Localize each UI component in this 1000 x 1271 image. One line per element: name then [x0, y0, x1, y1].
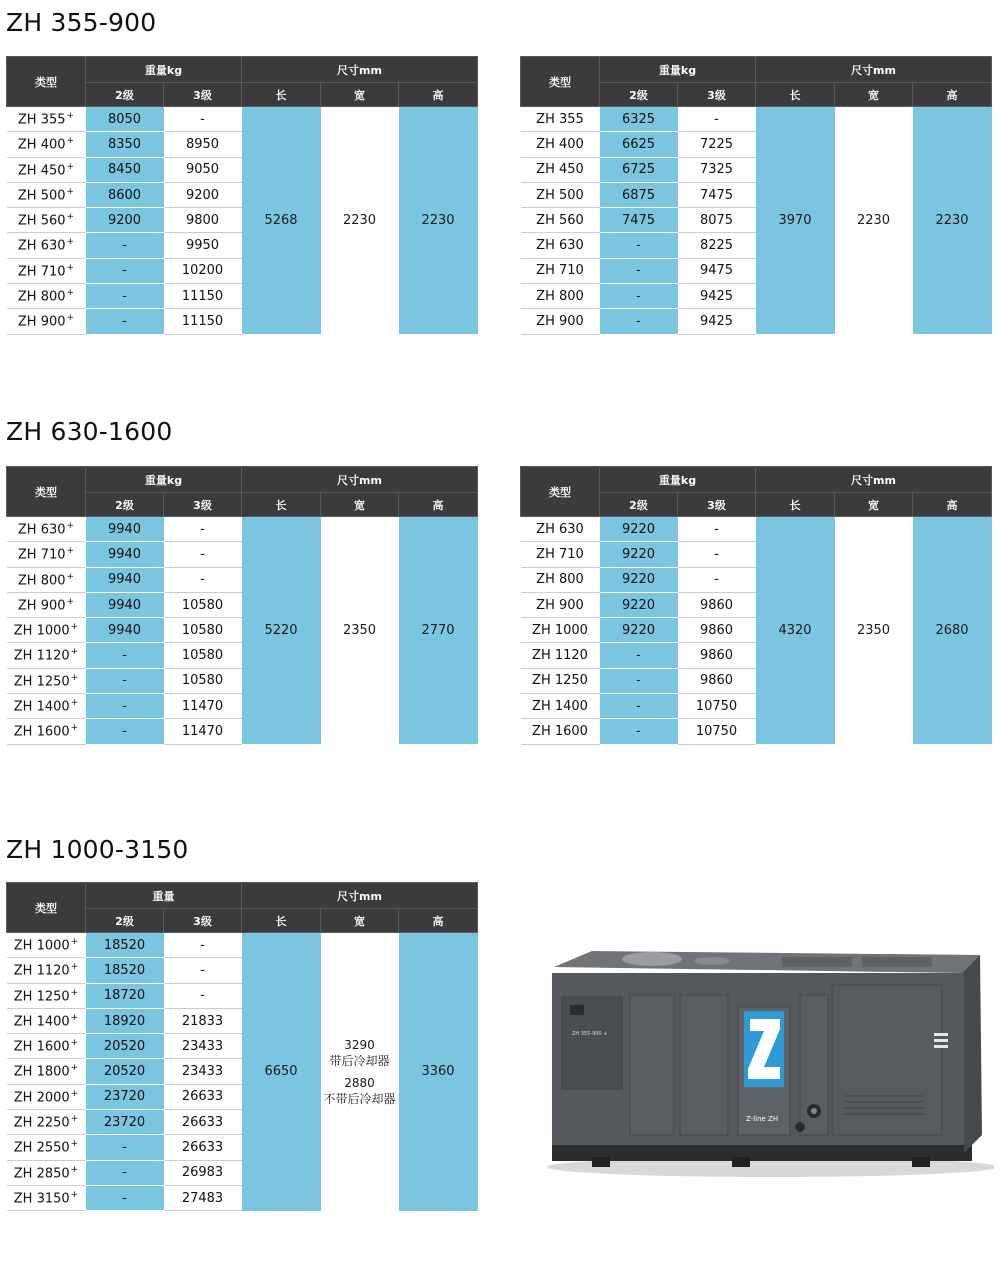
- model-cell: ZH 400+: [7, 132, 86, 157]
- weight-stage2-cell: 9940: [86, 592, 164, 617]
- model-cell: ZH 800+: [7, 284, 86, 309]
- width-cell: 2230: [835, 107, 913, 335]
- header-width: 宽: [321, 493, 399, 517]
- plus-mark: +: [70, 1189, 79, 1200]
- weight-stage2-cell: 20520: [86, 1034, 164, 1059]
- weight-stage3-cell: 9950: [164, 233, 242, 258]
- model-cell: ZH 900: [521, 309, 600, 334]
- model-cell: ZH 400: [521, 132, 600, 157]
- weight-stage2-cell: 18720: [86, 983, 164, 1008]
- model-cell: ZH 710: [521, 258, 600, 283]
- length-cell: 5220: [242, 517, 321, 745]
- height-cell: 3360: [399, 933, 478, 1211]
- weight-stage2-cell: 7475: [600, 208, 678, 233]
- weight-stage3-cell: -: [164, 542, 242, 567]
- plus-mark: +: [66, 136, 75, 147]
- height-cell: 2230: [399, 107, 478, 335]
- header-length: 长: [242, 83, 321, 107]
- table-row: [7, 933, 478, 958]
- header-size: 尺寸mm: [242, 467, 478, 493]
- header-model: 类型: [521, 467, 600, 517]
- plus-mark: +: [66, 212, 75, 223]
- header-weight: 重量kg: [600, 467, 756, 493]
- with-cooler-label: 带后冷却器: [329, 1053, 390, 1068]
- header-stage3: 3级: [678, 493, 756, 517]
- weight-stage2-cell: 8350: [86, 132, 164, 157]
- model-cell: ZH 355: [521, 107, 600, 132]
- header-stage2: 2级: [600, 83, 678, 107]
- weight-stage2-cell: -: [86, 258, 164, 283]
- weight-stage3-cell: 9475: [678, 258, 756, 283]
- weight-stage3-cell: -: [164, 933, 242, 958]
- length-cell: 5268: [242, 107, 321, 335]
- spec-table-zh-630-1600-a: [6, 466, 478, 745]
- weight-stage2-cell: 9220: [600, 592, 678, 617]
- width-cell: 2350: [321, 517, 399, 745]
- model-cell: ZH 500+: [7, 182, 86, 207]
- height-cell: 2770: [399, 517, 478, 745]
- weight-stage3-cell: 9860: [678, 643, 756, 668]
- compressor-product-image: [532, 945, 994, 1180]
- weight-stage3-cell: -: [164, 958, 242, 983]
- length-cell: 3970: [756, 107, 835, 335]
- model-cell: ZH 630+: [7, 517, 86, 542]
- weight-stage3-cell: 26633: [164, 1084, 242, 1109]
- header-stage3: 3级: [164, 909, 242, 933]
- height-cell: 2230: [913, 107, 992, 335]
- weight-stage3-cell: 10200: [164, 258, 242, 283]
- model-cell: ZH 450: [521, 157, 600, 182]
- weight-stage3-cell: 11470: [164, 719, 242, 744]
- length-cell: 4320: [756, 517, 835, 745]
- header-weight: 重量kg: [600, 57, 756, 83]
- plus-mark: +: [70, 1088, 79, 1099]
- plus-mark: +: [66, 571, 75, 582]
- section-title-zh-355-900: ZH 355-900: [6, 8, 157, 37]
- panel-label: ZH 355-900 +: [572, 1031, 608, 1037]
- model-cell: ZH 1400+: [7, 694, 86, 719]
- header-model: 类型: [7, 467, 86, 517]
- model-cell: ZH 1000: [521, 618, 600, 643]
- header-stage2: 2级: [86, 493, 164, 517]
- model-cell: ZH 2250+: [7, 1110, 86, 1135]
- weight-stage2-cell: -: [600, 258, 678, 283]
- model-cell: ZH 500: [521, 182, 600, 207]
- weight-stage3-cell: -: [678, 107, 756, 132]
- header-size: 尺寸mm: [756, 467, 992, 493]
- weight-stage3-cell: -: [164, 517, 242, 542]
- length-cell: 6650: [242, 933, 321, 1211]
- model-cell: ZH 560: [521, 208, 600, 233]
- weight-stage3-cell: 9860: [678, 618, 756, 643]
- model-cell: ZH 1000+: [7, 933, 86, 958]
- model-cell: ZH 1120: [521, 643, 600, 668]
- plus-mark: +: [66, 596, 75, 607]
- spec-table-zh-355-900-a: [6, 56, 478, 335]
- plus-mark: +: [70, 987, 79, 998]
- header-weight: 重量kg: [86, 57, 242, 83]
- weight-stage3-cell: -: [164, 107, 242, 132]
- weight-stage2-cell: -: [86, 309, 164, 334]
- header-stage2: 2级: [86, 83, 164, 107]
- plus-mark: +: [70, 622, 79, 633]
- plus-mark: +: [66, 110, 75, 121]
- weight-stage2-cell: 6325: [600, 107, 678, 132]
- model-cell: ZH 3150+: [7, 1185, 86, 1210]
- header-weight: 重量: [86, 883, 242, 909]
- model-cell: ZH 900+: [7, 592, 86, 617]
- header-stage2: 2级: [600, 493, 678, 517]
- weight-stage3-cell: 7225: [678, 132, 756, 157]
- model-cell: ZH 2550+: [7, 1135, 86, 1160]
- model-cell: ZH 630: [521, 233, 600, 258]
- weight-stage2-cell: -: [600, 719, 678, 744]
- weight-stage3-cell: 9800: [164, 208, 242, 233]
- model-cell: ZH 630+: [7, 233, 86, 258]
- width-without-cooler: 2880: [344, 1075, 375, 1090]
- header-width: 宽: [321, 83, 399, 107]
- spec-table-zh-630-1600-b: [520, 466, 992, 745]
- header-height: 高: [399, 909, 478, 933]
- header-length: 长: [756, 83, 835, 107]
- plus-mark: +: [66, 262, 75, 273]
- weight-stage2-cell: 18920: [86, 1008, 164, 1033]
- header-model: 类型: [7, 883, 86, 933]
- weight-stage3-cell: 9200: [164, 182, 242, 207]
- header-length: 长: [242, 493, 321, 517]
- plus-mark: +: [70, 723, 79, 734]
- weight-stage3-cell: 8225: [678, 233, 756, 258]
- table-row: [7, 517, 478, 542]
- weight-stage2-cell: -: [86, 1135, 164, 1160]
- weight-stage2-cell: 8050: [86, 107, 164, 132]
- plus-mark: +: [66, 546, 75, 557]
- model-cell: ZH 710: [521, 542, 600, 567]
- weight-stage2-cell: 9940: [86, 618, 164, 643]
- weight-stage2-cell: 6625: [600, 132, 678, 157]
- width-cell: 2350: [835, 517, 913, 745]
- weight-stage2-cell: 23720: [86, 1084, 164, 1109]
- weight-stage2-cell: -: [600, 668, 678, 693]
- model-cell: ZH 1250+: [7, 668, 86, 693]
- model-cell: ZH 1000+: [7, 618, 86, 643]
- weight-stage3-cell: 23433: [164, 1034, 242, 1059]
- plus-mark: +: [70, 936, 79, 947]
- header-stage3: 3级: [678, 83, 756, 107]
- weight-stage2-cell: 20520: [86, 1059, 164, 1084]
- plus-mark: +: [70, 1164, 79, 1175]
- model-cell: ZH 1400: [521, 694, 600, 719]
- plus-mark: +: [66, 186, 75, 197]
- spec-table-zh-1000-3150: [6, 882, 478, 1211]
- header-width: 宽: [835, 493, 913, 517]
- brand-text: Z-line ZH: [746, 1115, 779, 1123]
- weight-stage2-cell: -: [86, 1160, 164, 1185]
- weight-stage2-cell: 9200: [86, 208, 164, 233]
- model-cell: ZH 1600+: [7, 1034, 86, 1059]
- model-cell: ZH 1250+: [7, 983, 86, 1008]
- weight-stage2-cell: 9220: [600, 618, 678, 643]
- model-cell: ZH 1120+: [7, 643, 86, 668]
- weight-stage2-cell: 18520: [86, 933, 164, 958]
- header-height: 高: [913, 83, 992, 107]
- weight-stage3-cell: 23433: [164, 1059, 242, 1084]
- model-cell: ZH 1400+: [7, 1008, 86, 1033]
- weight-stage3-cell: 8075: [678, 208, 756, 233]
- weight-stage2-cell: 9220: [600, 567, 678, 592]
- plus-mark: +: [70, 962, 79, 973]
- without-cooler-label: 不带后冷却器: [323, 1091, 396, 1106]
- weight-stage2-cell: -: [86, 694, 164, 719]
- weight-stage2-cell: -: [86, 719, 164, 744]
- header-length: 长: [756, 493, 835, 517]
- plus-mark: +: [70, 1038, 79, 1049]
- model-cell: ZH 710+: [7, 542, 86, 567]
- plus-mark: +: [70, 647, 79, 658]
- weight-stage3-cell: 9425: [678, 284, 756, 309]
- model-cell: ZH 1120+: [7, 958, 86, 983]
- weight-stage3-cell: -: [678, 567, 756, 592]
- header-model: 类型: [521, 57, 600, 107]
- weight-stage2-cell: 23720: [86, 1110, 164, 1135]
- spec-table-zh-355-900-b: [520, 56, 992, 335]
- header-size: 尺寸mm: [242, 883, 478, 909]
- model-cell: ZH 450+: [7, 157, 86, 182]
- model-cell: ZH 2850+: [7, 1160, 86, 1185]
- header-size: 尺寸mm: [242, 57, 478, 83]
- section-title-zh-1000-3150: ZH 1000-3150: [6, 835, 189, 864]
- weight-stage2-cell: 9940: [86, 542, 164, 567]
- model-cell: ZH 1800+: [7, 1059, 86, 1084]
- weight-stage2-cell: 6725: [600, 157, 678, 182]
- weight-stage3-cell: 11150: [164, 309, 242, 334]
- model-cell: ZH 2000+: [7, 1084, 86, 1109]
- model-cell: ZH 1600: [521, 719, 600, 744]
- weight-stage3-cell: 10750: [678, 694, 756, 719]
- plus-mark: +: [66, 520, 75, 531]
- weight-stage2-cell: -: [86, 233, 164, 258]
- plus-mark: +: [66, 237, 75, 248]
- weight-stage2-cell: 18520: [86, 958, 164, 983]
- weight-stage3-cell: 26983: [164, 1160, 242, 1185]
- header-model: 类型: [7, 57, 86, 107]
- header-height: 高: [399, 493, 478, 517]
- model-cell: ZH 900+: [7, 309, 86, 334]
- header-stage2: 2级: [86, 909, 164, 933]
- weight-stage3-cell: -: [678, 542, 756, 567]
- plus-mark: +: [66, 161, 75, 172]
- model-cell: ZH 900: [521, 592, 600, 617]
- model-cell: ZH 800: [521, 284, 600, 309]
- table-row: [521, 107, 992, 132]
- weight-stage3-cell: -: [678, 517, 756, 542]
- weight-stage3-cell: -: [164, 567, 242, 592]
- plus-mark: +: [66, 288, 75, 299]
- weight-stage2-cell: -: [600, 309, 678, 334]
- header-width: 宽: [835, 83, 913, 107]
- header-size: 尺寸mm: [756, 57, 992, 83]
- table-row: [521, 517, 992, 542]
- model-cell: ZH 800: [521, 567, 600, 592]
- weight-stage3-cell: 7325: [678, 157, 756, 182]
- plus-mark: +: [66, 313, 75, 324]
- weight-stage3-cell: 9050: [164, 157, 242, 182]
- weight-stage3-cell: 26633: [164, 1110, 242, 1135]
- width-cell: 2230: [321, 107, 399, 335]
- weight-stage3-cell: -: [164, 983, 242, 1008]
- weight-stage3-cell: 10580: [164, 592, 242, 617]
- table-row: [7, 107, 478, 132]
- weight-stage3-cell: 27483: [164, 1185, 242, 1210]
- plus-mark: +: [70, 698, 79, 709]
- weight-stage2-cell: 9220: [600, 542, 678, 567]
- plus-mark: +: [70, 1063, 79, 1074]
- model-cell: ZH 560+: [7, 208, 86, 233]
- weight-stage2-cell: -: [86, 1185, 164, 1210]
- weight-stage2-cell: -: [600, 643, 678, 668]
- weight-stage3-cell: 8950: [164, 132, 242, 157]
- weight-stage2-cell: -: [86, 284, 164, 309]
- weight-stage3-cell: 11470: [164, 694, 242, 719]
- header-width: 宽: [321, 909, 399, 933]
- weight-stage2-cell: 9940: [86, 517, 164, 542]
- width-with-cooler: 3290: [344, 1037, 375, 1052]
- header-height: 高: [399, 83, 478, 107]
- model-cell: ZH 355+: [7, 107, 86, 132]
- plus-mark: +: [70, 1139, 79, 1150]
- weight-stage2-cell: 8450: [86, 157, 164, 182]
- model-cell: ZH 710+: [7, 258, 86, 283]
- model-cell: ZH 800+: [7, 567, 86, 592]
- weight-stage3-cell: 10580: [164, 668, 242, 693]
- model-cell: ZH 1600+: [7, 719, 86, 744]
- header-weight: 重量kg: [86, 467, 242, 493]
- model-cell: ZH 630: [521, 517, 600, 542]
- plus-mark: +: [70, 1114, 79, 1125]
- weight-stage3-cell: 26633: [164, 1135, 242, 1160]
- weight-stage3-cell: 10750: [678, 719, 756, 744]
- weight-stage2-cell: -: [600, 233, 678, 258]
- model-cell: ZH 1250: [521, 668, 600, 693]
- header-stage3: 3级: [164, 493, 242, 517]
- weight-stage3-cell: 10580: [164, 643, 242, 668]
- weight-stage3-cell: 10580: [164, 618, 242, 643]
- plus-mark: +: [70, 1012, 79, 1023]
- weight-stage3-cell: 9860: [678, 668, 756, 693]
- weight-stage3-cell: 9860: [678, 592, 756, 617]
- header-length: 长: [242, 909, 321, 933]
- plus-mark: +: [70, 672, 79, 683]
- weight-stage2-cell: -: [600, 694, 678, 719]
- weight-stage3-cell: 9425: [678, 309, 756, 334]
- height-cell: 2680: [913, 517, 992, 745]
- weight-stage3-cell: 11150: [164, 284, 242, 309]
- weight-stage2-cell: -: [600, 284, 678, 309]
- weight-stage2-cell: 8600: [86, 182, 164, 207]
- header-stage3: 3级: [164, 83, 242, 107]
- weight-stage2-cell: -: [86, 668, 164, 693]
- weight-stage2-cell: 6875: [600, 182, 678, 207]
- weight-stage3-cell: 7475: [678, 182, 756, 207]
- weight-stage2-cell: 9220: [600, 517, 678, 542]
- section-title-zh-630-1600: ZH 630-1600: [6, 417, 173, 446]
- width-cell: [321, 933, 399, 1211]
- weight-stage2-cell: 9940: [86, 567, 164, 592]
- weight-stage2-cell: -: [86, 643, 164, 668]
- header-height: 高: [913, 493, 992, 517]
- weight-stage3-cell: 21833: [164, 1008, 242, 1033]
